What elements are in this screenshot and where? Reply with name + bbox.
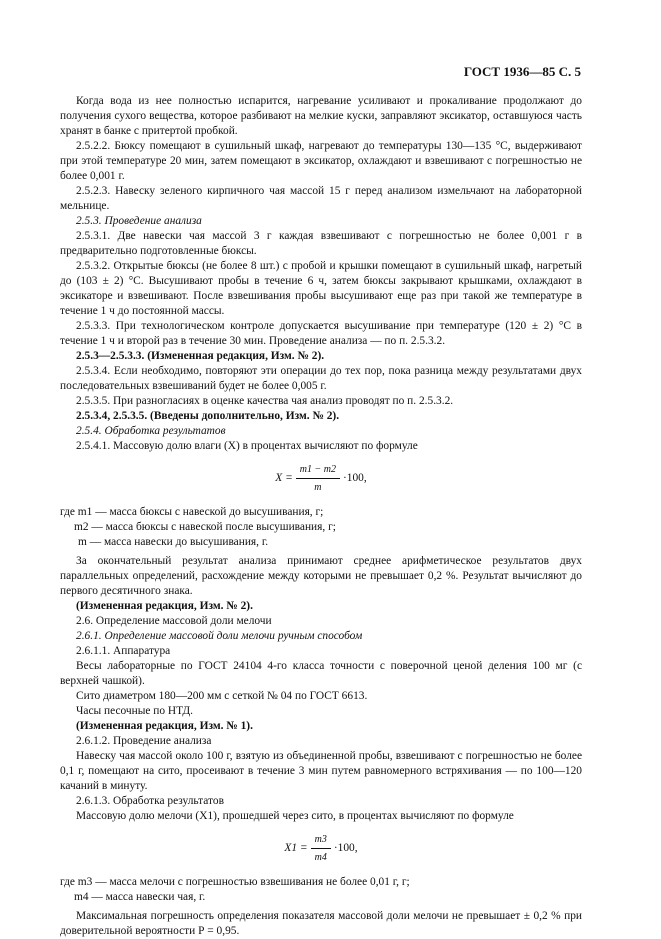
- section-heading: 2.5.3. Проведение анализа: [76, 215, 202, 227]
- formula-numerator: m3: [311, 832, 331, 849]
- paragraph: 2.5.3.3. При технологическом контроле допускается высушивание при температуре (120 ± 2) °С в течение 1 ч и второй раз в течение 30 мин. Проведение анализа — по п. 2.5.3.2.: [60, 320, 582, 347]
- document-body: [60, 94, 582, 939]
- section-heading: 2.5.4. Обработка результатов: [76, 425, 226, 437]
- page-header: ГОСТ 1936—85 С. 5: [463, 64, 581, 79]
- section-heading: 2.6. Определение массовой доли мелочи: [76, 615, 272, 627]
- amendment-note: (Измененная редакция, Изм. № 1).: [76, 720, 253, 732]
- amendment-note: 2.5.3—2.5.3.3. (Измененная редакция, Изм. № 2).: [76, 350, 325, 362]
- paragraph: 2.5.3.4. Если необходимо, повторяют эти операции до тех пор, пока разница между результатами двух последовательных взвешиваний будет не более 0,005 г.: [60, 365, 582, 392]
- paragraph: 2.5.4.1. Массовую долю влаги (X) в процентах вычисляют по формуле: [76, 440, 418, 452]
- paragraph: Когда вода из нее полностью испарится, нагревание усиливают и прокаливание продолжают до получения сухого вещества, которое разбивают на мелкие куски, заправляют эксикатор, оставшуюся часть хранят в банке с притертой пробкой.: [60, 95, 582, 137]
- formula-denominator: m: [314, 482, 322, 493]
- paragraph: 2.5.3.1. Две навески чая массой 3 г каждая взвешивают с погрешностью не более 0,001 г в предварительно подготовленные бюксы.: [60, 230, 582, 257]
- paragraph: Максимальная погрешность определения показателя массовой доли мелочи не превышает ± 0,2 % при доверительной вероятности Р = 0,95.: [60, 910, 582, 937]
- paragraph: Сито диаметром 180—200 мм с сеткой № 04 по ГОСТ 6613.: [76, 690, 368, 702]
- legend-line: где m3 — масса мелочи с погрешностью взвешивания не более 0,01 г, г;: [60, 876, 410, 888]
- formula-lhs: X =: [275, 472, 293, 484]
- formula-fines: [60, 832, 582, 865]
- legend-line: m2 — масса бюксы с навеской после высушивания, г;: [74, 521, 336, 533]
- paragraph: За окончательный результат анализа принимают среднее арифметическое результатов двух параллельных определений, расхождение между которыми не превышает 0,2 %. Результат вычисляют до первого десятичного знака.: [60, 555, 582, 597]
- section-heading: 2.6.1. Определение массовой доли мелочи ручным способом: [76, 630, 363, 642]
- paragraph: Часы песочные по НТД.: [76, 705, 194, 717]
- paragraph: 2.6.1.3. Обработка результатов: [76, 795, 224, 807]
- paragraph: 2.5.3.5. При разногласиях в оценке качества чая анализ проводят по п. 2.5.3.2.: [76, 395, 454, 407]
- legend-line: m — масса навески до высушивания, г.: [78, 536, 269, 548]
- amendment-note: 2.5.3.4, 2.5.3.5. (Введены дополнительно, Изм. № 2).: [76, 410, 340, 422]
- paragraph: 2.5.2.2. Бюксу помещают в сушильный шкаф, нагревают до температуры 130—135 °С, выдерживают при этой температуре 20 мин, затем помещают в эксикатор, охлаждают и взвешивают с погрешностью не более 0,001 г.: [60, 140, 582, 182]
- paragraph: 2.6.1.2. Проведение анализа: [76, 735, 212, 747]
- legend-line: m4 — масса навески чая, г.: [74, 891, 206, 903]
- formula-fraction: [296, 462, 340, 495]
- formula-fraction: [311, 832, 331, 865]
- formula-lhs: X1 =: [284, 842, 308, 854]
- formula-moisture: [60, 462, 582, 495]
- formula-denominator: m4: [314, 852, 327, 863]
- legend-line: где m1 — масса бюксы с навеской до высушивания, г;: [60, 506, 324, 518]
- formula-rhs: ·100,: [333, 842, 358, 854]
- formula-rhs: ·100,: [342, 472, 367, 484]
- paragraph: 2.6.1.1. Аппаратура: [76, 645, 171, 657]
- paragraph: Весы лабораторные по ГОСТ 24104 4-го класса точности с поверочной ценой деления 100 мг (с верхней чашкой).: [60, 660, 582, 687]
- formula-numerator: m1 − m2: [296, 462, 340, 479]
- amendment-note: (Измененная редакция, Изм. № 2).: [76, 600, 253, 612]
- paragraph: Навеску чая массой около 100 г, взятую из объединенной пробы, взвешивают с погрешностью не более 0,1 г, помещают на сито, просеивают в течение 3 мин путем равномерного встряхивания — по 100—120 качаний в минуту.: [60, 750, 582, 792]
- paragraph: 2.5.2.3. Навеску зеленого кирпичного чая массой 15 г перед анализом измельчают на лабораторной мельнице.: [60, 185, 582, 212]
- paragraph: Массовую долю мелочи (X1), прошедшей через сито, в процентах вычисляют по формуле: [76, 810, 514, 822]
- paragraph: 2.5.3.2. Открытые бюксы (не более 8 шт.) с пробой и крышки помещают в сушильный шкаф, нагретый до (103 ± 2) °С. Высушивают пробы в течение 6 ч, затем бюксы закрывают крышками, охлаждают в эксикаторе и взвешивают. После взвешивания пробы высушивают еще раз при такой же температуре в течение 1 ч до постоянной массы.: [60, 260, 582, 317]
